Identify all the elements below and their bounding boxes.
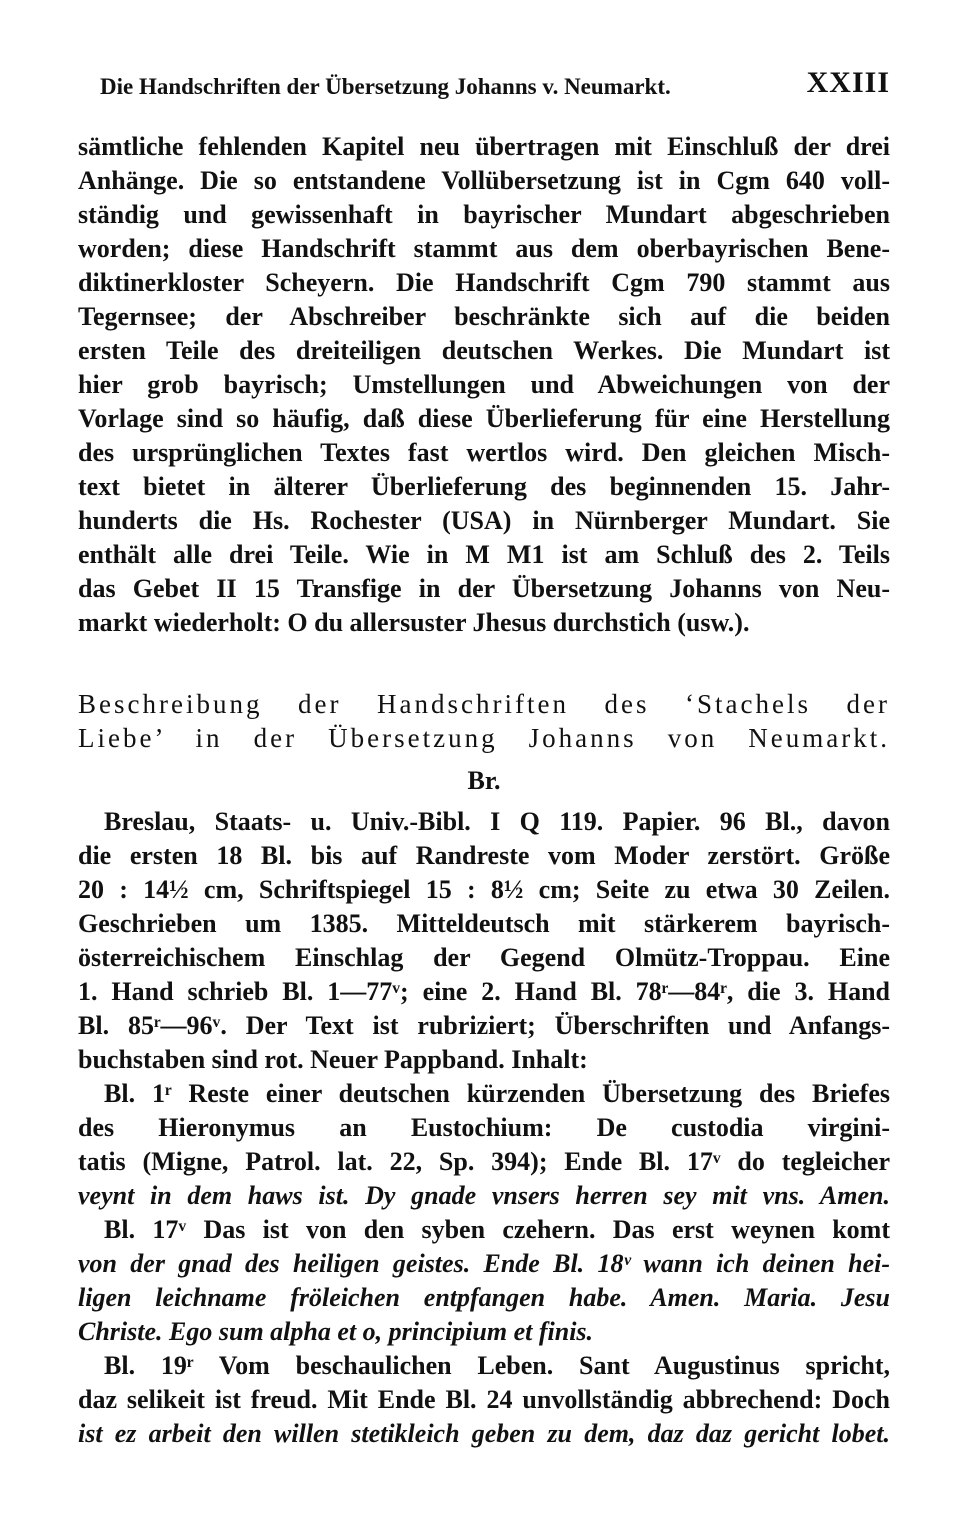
page-number: XXIII [806, 66, 890, 99]
text-line: ersten Teile des dreiteiligen deutschen Werkes. Die Mundart ist [78, 336, 890, 365]
text-line: daz selikeit ist freud. Mit Ende Bl. 24 unvollständig abbrechend: Doch [78, 1385, 890, 1414]
text-line: Breslau, Staats- u. Univ.-Bibl. I Q 119. Papier. 96 Bl., davon [104, 807, 890, 836]
text-line: text bietet in älterer Überlieferung des beginnenden 15. Jahr- [78, 472, 890, 501]
text-line: veynt in dem haws ist. Dy gnade vnsers herren sey mit vns. Amen. [78, 1181, 890, 1210]
text-line: buchstaben sind rot. Neuer Pappband. Inhalt: [78, 1045, 588, 1074]
text-line: die ersten 18 Bl. bis auf Randreste vom Moder zerstört. Größe [78, 841, 890, 870]
page-header [100, 64, 890, 108]
text-line: des ursprünglichen Textes fast wertlos wird. Den gleichen Misch- [78, 438, 890, 467]
text-line: das Gebet II 15 Transfige in der Übersetzung Johanns von Neu- [78, 574, 890, 603]
text-line: Bl. 1ʳ Reste einer deutschen kürzenden Übersetzung des Briefes [104, 1079, 890, 1108]
text-line: von der gnad des heiligen geistes. Ende Bl. 18ᵛ wann ich deinen hei- [78, 1249, 890, 1278]
text-line: ständig und gewissenhaft in bayrischer Mundart abgeschrieben [78, 200, 890, 229]
text-line: worden; diese Handschrift stammt aus dem oberbayrischen Bene- [78, 234, 890, 263]
text-line: Anhänge. Die so entstandene Vollübersetzung ist in Cgm 640 voll- [78, 166, 890, 195]
heading-line: Beschreibung der Handschriften des ‘Stachels der [78, 689, 890, 719]
text-line: sämtliche fehlenden Kapitel neu übertragen mit Einschluß der drei [78, 132, 890, 161]
text-line: Geschrieben um 1385. Mitteldeutsch mit stärkerem bayrisch- [78, 909, 890, 938]
heading-line: Liebe’ in der Übersetzung Johanns von Neumarkt. [78, 723, 890, 753]
text-line: hunderts die Hs. Rochester (USA) in Nürnberger Mundart. Sie [78, 506, 890, 535]
text-line: diktinerkloster Scheyern. Die Handschrift Cgm 790 stammt aus [78, 268, 890, 297]
text-line: Bl. 17ᵛ Das ist von den syben czehern. Das erst weynen komt [104, 1215, 890, 1244]
text-line: 20 : 14½ cm, Schriftspiegel 15 : 8½ cm; Seite zu etwa 30 Zeilen. [78, 875, 890, 904]
text-line: Bl. 19ʳ Vom beschaulichen Leben. Sant Augustinus spricht, [104, 1351, 890, 1380]
text-line: enthält alle drei Teile. Wie in M M1 ist am Schluß des 2. Teils [78, 540, 890, 569]
text-line: hier grob bayrisch; Umstellungen und Abweichungen von der [78, 370, 890, 399]
manuscript-siglum: Br. [467, 766, 501, 795]
text-line: Vorlage sind so häufig, daß diese Überlieferung für eine Herstellung [78, 404, 890, 433]
text-line: 1. Hand schrieb Bl. 1—77ᵛ; eine 2. Hand Bl. 78ʳ—84ʳ, die 3. Hand [78, 977, 890, 1006]
text-line: Tegernsee; der Abschreiber beschränkte sich auf die beiden [78, 302, 890, 331]
text-line: österreichischem Einschlag der Gegend Olmütz-Troppau. Eine [78, 943, 890, 972]
text-line: Bl. 85ʳ—96ᵛ. Der Text ist rubriziert; Überschriften und Anfangs- [78, 1011, 890, 1040]
running-title: Die Handschriften der Übersetzung Johanns v. Neumarkt. [100, 74, 671, 99]
text-line: Christe. Ego sum alpha et o, principium et finis. [78, 1317, 594, 1346]
text-line: des Hieronymus an Eustochium: De custodia virgini- [78, 1113, 890, 1142]
text-line: markt wiederholt: O du allersuster Jhesus durchstich (usw.). [78, 608, 750, 637]
text-line: tatis (Migne, Patrol. lat. 22, Sp. 394); Ende Bl. 17ᵛ do tegleicher [78, 1147, 890, 1176]
text-line: ist ez arbeit den willen stetikleich geben zu dem, daz daz gericht lobet. [78, 1419, 890, 1448]
text-line: ligen leichname fröleichen entpfangen habe. Amen. Maria. Jesu [78, 1283, 890, 1312]
